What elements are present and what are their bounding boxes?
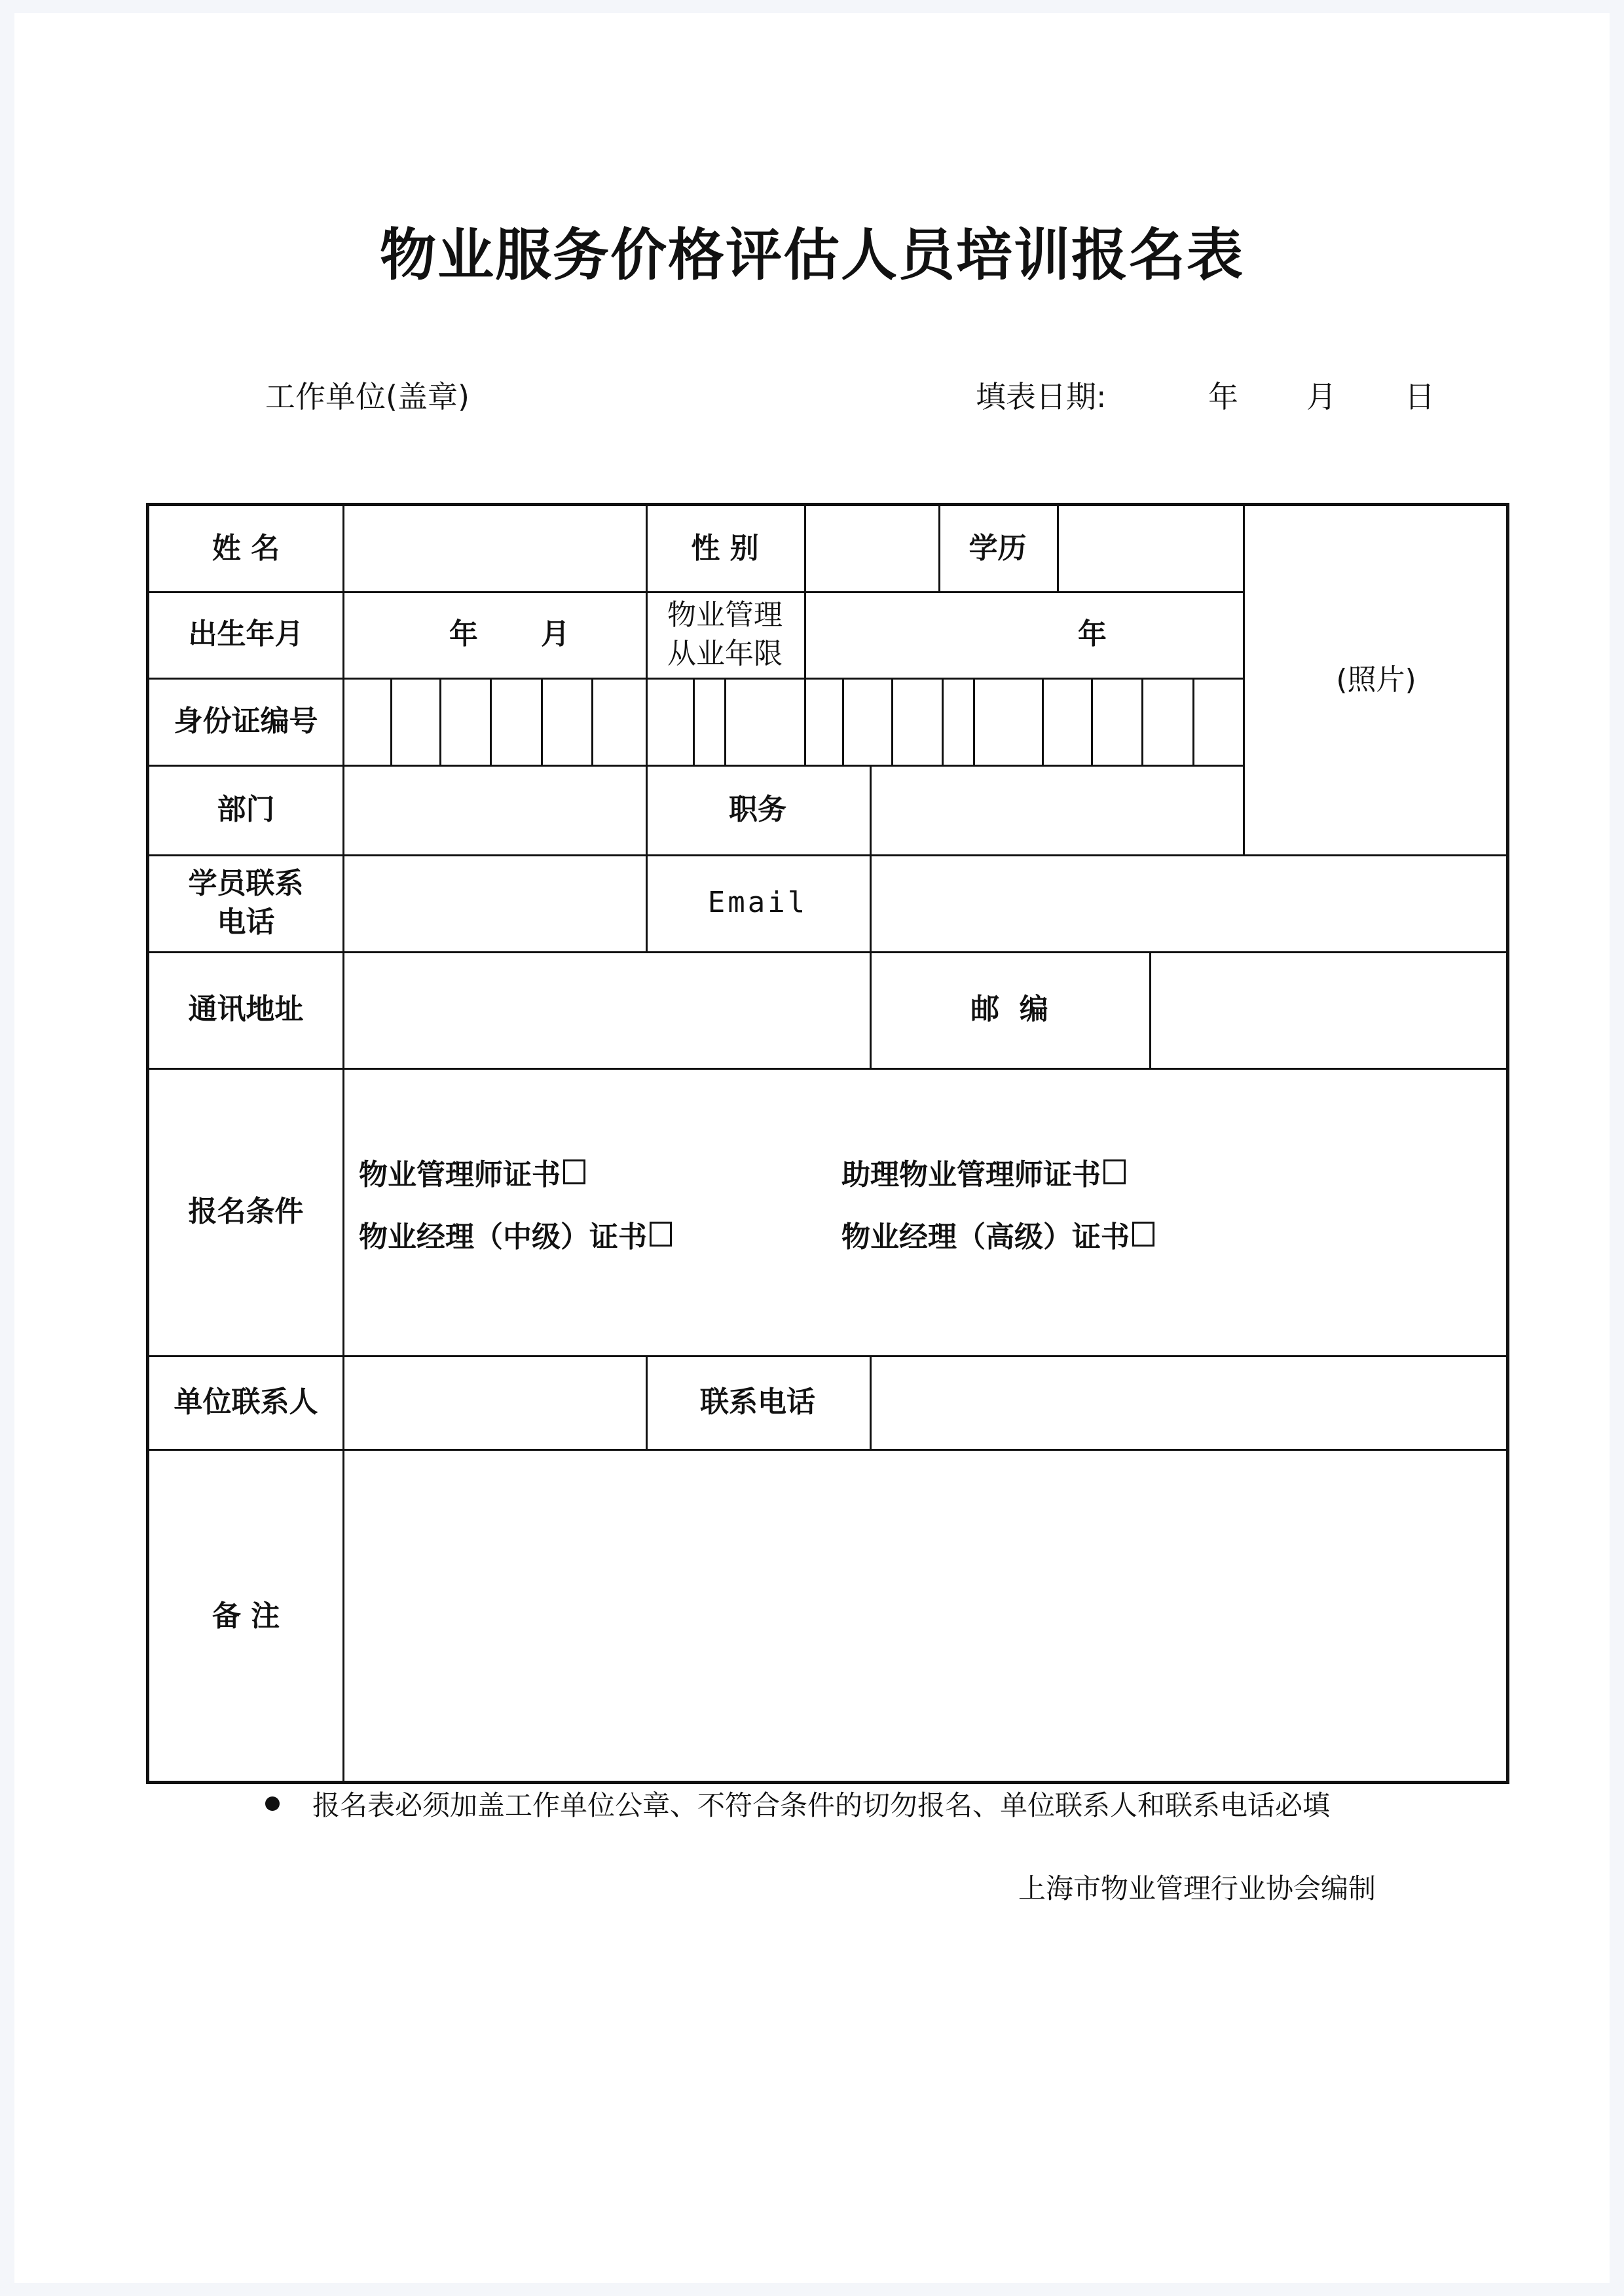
id-cell-divider [439, 678, 441, 765]
id-cell-divider [390, 678, 392, 765]
checkbox-icon[interactable] [1132, 1222, 1154, 1247]
option-property-manager[interactable] [359, 1151, 585, 1193]
dept-label: 部门 [217, 792, 275, 826]
phone-label-line1: 学员联系 [188, 866, 304, 900]
fill-date-label: 填表日期: [976, 379, 1107, 414]
phone-field[interactable] [344, 854, 646, 951]
name-label: 姓 名 [212, 532, 280, 566]
form-title: 物业服务价格评估人员培训报名表 [380, 223, 1244, 288]
checkbox-icon[interactable] [1103, 1159, 1126, 1184]
option-manager-senior[interactable] [841, 1213, 1154, 1255]
id-cell-divider [973, 678, 975, 765]
footer-credit: 上海市物业管理行业协会编制 [1018, 1872, 1376, 1904]
id-cell-divider [1091, 678, 1093, 765]
experience-label-line1: 物业管理 [667, 598, 783, 632]
gender-field[interactable] [806, 506, 938, 591]
photo-label: (照片) [1336, 663, 1416, 697]
gender-label: 性 别 [691, 532, 759, 566]
birth-month-unit: 月 [541, 617, 570, 651]
experience-year-unit: 年 [1078, 617, 1107, 651]
work-unit-label: 工作单位(盖章) [265, 379, 470, 414]
option-label: 物业经理（中级）证书 [359, 1220, 647, 1254]
id-cell-divider [891, 678, 893, 765]
option-assistant-manager[interactable] [841, 1151, 1126, 1193]
experience-label [646, 591, 804, 678]
note [265, 1784, 1330, 1823]
birth-year-unit: 年 [449, 617, 478, 651]
phone-label [149, 854, 342, 951]
option-label: 物业经理（高级）证书 [841, 1220, 1130, 1254]
id-cell-divider [1042, 678, 1044, 765]
bullet-icon [265, 1796, 280, 1811]
position-field[interactable] [872, 765, 1243, 854]
row-divider [149, 1068, 1509, 1070]
id-cell-divider [1192, 678, 1194, 765]
education-field[interactable] [1059, 506, 1243, 591]
education-label: 学历 [969, 532, 1027, 566]
dept-field[interactable] [344, 765, 646, 854]
email-field[interactable] [872, 854, 1509, 951]
id-label: 身份证编号 [174, 704, 318, 738]
option-label: 助理物业管理师证书 [841, 1158, 1101, 1192]
remarks-field[interactable] [344, 1449, 1509, 1784]
id-cell-divider [942, 678, 944, 765]
postcode-field[interactable] [1151, 951, 1509, 1068]
phone-label-line2: 电话 [217, 905, 275, 939]
id-cell-divider [842, 678, 844, 765]
option-label: 物业管理师证书 [359, 1158, 561, 1192]
postcode-label: 邮 编 [970, 993, 1048, 1027]
id-cell-divider [490, 678, 492, 765]
checkbox-icon[interactable] [650, 1222, 672, 1247]
contact-phone-field[interactable] [872, 1355, 1509, 1449]
address-label: 通讯地址 [188, 993, 304, 1027]
name-field[interactable] [344, 506, 646, 591]
registration-table [146, 503, 1509, 1784]
fill-date-day: 日 [1405, 379, 1435, 414]
id-cell-divider [646, 678, 648, 765]
remarks-label: 备 注 [212, 1599, 280, 1633]
email-label: Email [707, 886, 808, 920]
id-cell-divider [724, 678, 726, 765]
contact-phone-label: 联系电话 [700, 1385, 815, 1419]
note-text: 报名表必须加盖工作单位公章、不符合条件的切勿报名、单位联系人和联系电话必填 [312, 1789, 1331, 1821]
fill-date-year: 年 [1208, 379, 1238, 414]
address-field[interactable] [344, 951, 870, 1068]
option-manager-intermediate[interactable] [359, 1213, 672, 1255]
id-cell-divider [591, 678, 593, 765]
position-label: 职务 [729, 792, 786, 826]
conditions-label: 报名条件 [188, 1194, 304, 1228]
col-divider [804, 591, 806, 678]
experience-label-line2: 从业年限 [667, 637, 783, 670]
checkbox-icon[interactable] [563, 1159, 585, 1184]
id-cell-divider [804, 678, 806, 765]
contact-label: 单位联系人 [174, 1385, 318, 1419]
contact-field[interactable] [344, 1355, 646, 1449]
id-cell-divider [693, 678, 695, 765]
birth-label: 出生年月 [188, 617, 304, 651]
fill-date-month: 月 [1306, 379, 1337, 414]
id-cell-divider [541, 678, 543, 765]
id-cell-divider [1141, 678, 1143, 765]
